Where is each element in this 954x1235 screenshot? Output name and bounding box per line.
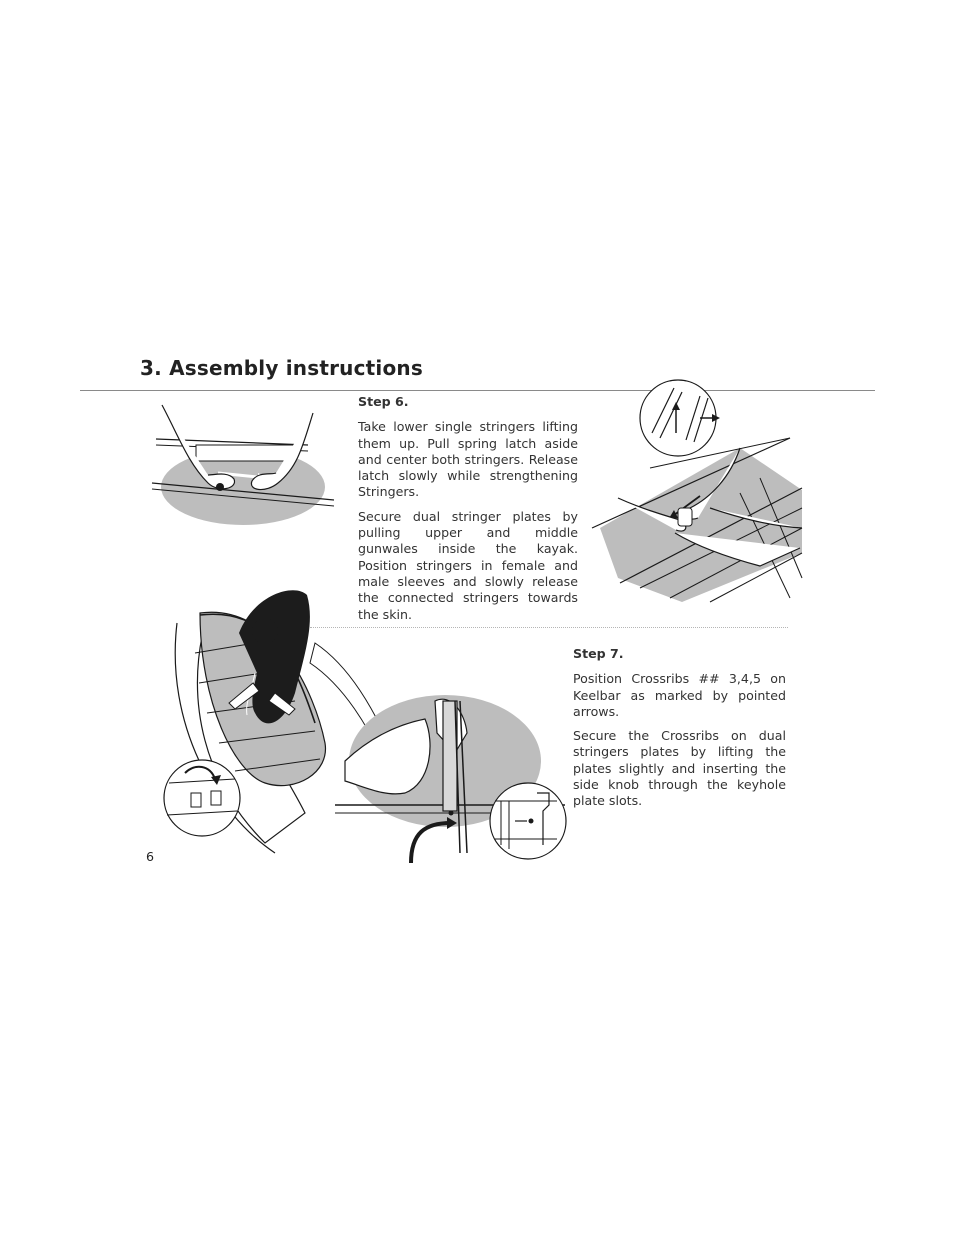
step-6-block <box>358 394 578 631</box>
step-6-heading: Step 6. <box>358 394 409 409</box>
page-title: 3. Assembly instructions <box>140 356 423 380</box>
step-7-paragraph-2: Secure the Crossribs on dual stringers plates by lifting the plates slightly and inserting the side knob through the keyhole plate slots. <box>573 728 786 809</box>
step-7-heading: Step 7. <box>573 646 624 661</box>
page-number: 6 <box>146 849 155 864</box>
illustration-spring-latch <box>148 405 338 530</box>
step-6-paragraph-2: Secure dual stringer plates by pulling upper and middle gunwales inside the kayak. Position stringers in female and male sleeves and slowly release the connected stringers towards the skin. <box>358 508 578 622</box>
step-7-block <box>573 646 786 818</box>
step-divider <box>310 627 788 628</box>
step-7-paragraph-1: Position Crossribs ## 3,4,5 on Keelbar as marked by pointed arrows. <box>573 671 786 719</box>
step-6-paragraph-1: Take lower single stringers lifting them up. Pull spring latch aside and center both stringers. Release latch slowly while strengthening Stringers. <box>358 419 578 500</box>
illustration-stringer-plates <box>590 378 805 603</box>
